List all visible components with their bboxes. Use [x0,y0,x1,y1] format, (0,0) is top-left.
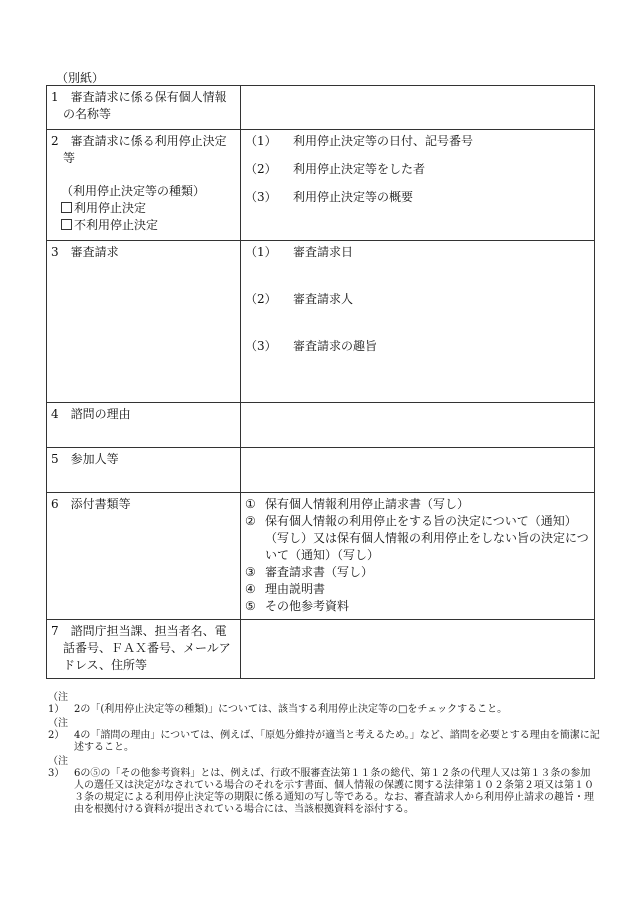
row5-value-cell [241,448,595,493]
attachment-item-4: ④ 理由説明書 [245,582,326,596]
row1-label-cell [47,86,241,130]
note-2: （注2） 4の「諮問の理由」については、例えば、「原処分維持が適当と考えるため。」など、諮問を必要とする理由を簡潔に記述すること。 [48,718,600,753]
consultation-form-table [46,85,595,679]
row1-value-cell [241,86,595,130]
row-personal-info-name [47,86,595,130]
note-1: （注1） 2の「(利用停止決定等の種類)」については、該当する利用停止決定等の□をチェックすること。 [48,692,508,715]
review-item-1: （1） 審査請求日 [245,245,354,259]
row6-label-cell [47,493,241,620]
row1-label: 1 審査請求に係る保有個人情報の名称等 [51,90,227,121]
row6-value-cell [241,493,595,620]
row4-label-cell [47,403,241,448]
check-suspension-decision [51,200,237,217]
row2-value-cell [241,130,595,241]
note-3: （注3） 6の⑤の「その他参考資料」とは、例えば、行政不服審査法第１１条の総代、第１２条の代理人又は第１３条の参加人の選任又は決定がなされている場合のそれを示す書面、個人情報の保護に関する法律第１０２条第２項又は第１０３条の規定による利用停止決定等の期限に係る通知の写し等である。なお、審査請求人から利用停止請求の趣旨・理由を根拠付ける資料が提出されている場合には、当該根拠資料を添付する。 [48,756,594,815]
attachment-item-3: ③ 審査請求書（写し） [245,565,374,579]
row-consultation-reason [47,403,595,448]
row4-value-cell [241,403,595,448]
attachment-label: （別紙） [56,71,105,85]
attachment-item-1: ① 保有個人情報利用停止請求書（写し） [245,497,470,511]
row4-label: 4 諮問の理由 [51,407,131,421]
row7-label-cell [47,620,241,679]
row-contact [47,620,595,679]
row-attachments [47,493,595,620]
row3-label-cell [47,241,241,403]
check-non-suspension-label: 不利用停止決定 [74,218,159,232]
review-item-3: （3） 審査請求の趣旨 [245,339,378,353]
row-participants [47,448,595,493]
row7-label: 7 諮問庁担当課、担当者名、電話番号、ＦＡＸ番号、メールアドレス、住所等 [51,624,231,672]
row-review-request [47,241,595,403]
attachment-item-2: ② 保有個人情報の利用停止をする旨の決定について（通知）（写し）又は保有個人情報の利用停止をしない旨の決定について（通知）（写し） [245,514,589,562]
review-item-2: （2） 審査請求人 [245,292,354,306]
row6-label: 6 添付書類等 [51,497,131,511]
row7-value-cell [241,620,595,679]
check-non-suspension-decision [51,217,237,234]
decision-item-3: （3） 利用停止決定等の概要 [245,190,414,204]
attachment-item-5: ⑤ その他参考資料 [245,599,350,613]
row3-label: 3 審査請求 [51,245,119,259]
row5-label: 5 参加人等 [51,452,119,466]
decision-item-1: （1） 利用停止決定等の日付、記号番号 [245,134,474,148]
decision-kind-title: （利用停止決定等の種類） [61,184,206,198]
checkbox-icon [61,202,72,213]
row5-label-cell [47,448,241,493]
notes-section [48,692,600,818]
decision-item-2: （2） 利用停止決定等をした者 [245,162,426,176]
row2-label-cell [47,130,241,241]
row2-label: 2 審査請求に係る利用停止決定等 [51,134,227,165]
row-decision [47,130,595,241]
row3-value-cell [241,241,595,403]
check-suspension-label: 利用停止決定 [74,201,147,215]
checkbox-icon [61,219,72,230]
